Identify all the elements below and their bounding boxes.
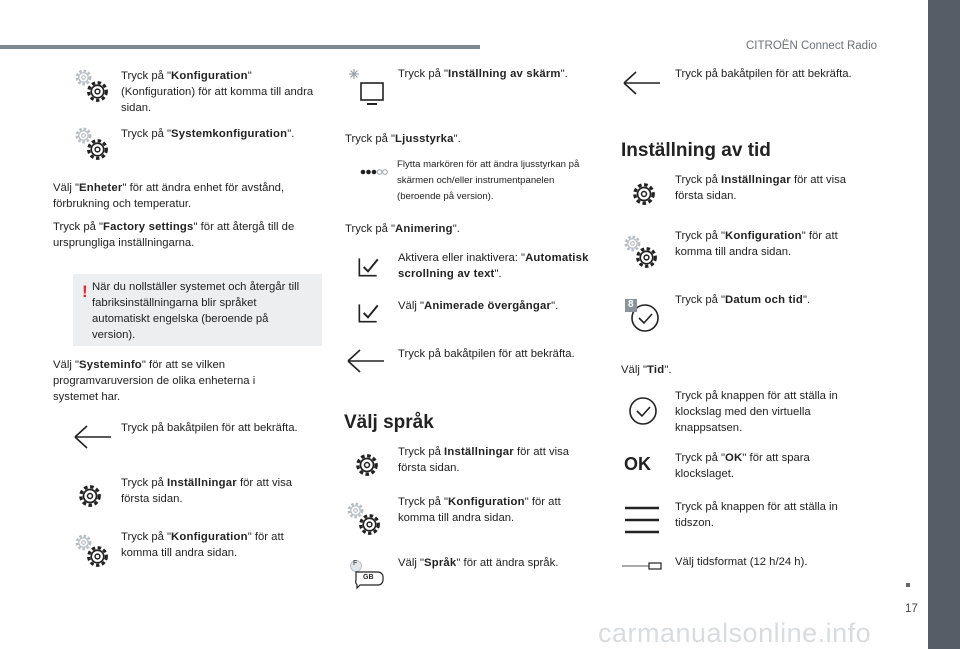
paragraph-time: Välj "Tid". [621,364,672,376]
ok-label: OK [624,454,651,474]
flag-top-label: F [353,560,358,567]
settings-configuration-icon [74,124,112,162]
settings-configuration-icon [622,232,662,270]
heading-select-language: Välj språk [344,412,434,433]
heading-time-setting: Inställning av tid [621,140,771,161]
checkbox-icon [355,254,381,280]
step-text: Tryck på Inställningar för att visa första sidan. [675,174,847,202]
step-text: Tryck på Inställningar för att visa första sidan. [398,446,570,474]
settings-configuration-icon [346,499,384,537]
clock-check-icon [627,395,659,427]
paragraph-factory-settings: Tryck på "Factory settings" för att återgå till de ursprungliga inställningarna. [53,221,295,249]
settings-icon [353,451,381,479]
step-text: Aktivera eller inaktivera: "Automatisk scrollning av text". [398,252,589,280]
settings-configuration-icon [74,66,112,104]
settings-icon [630,180,658,208]
step-text: Tryck på knappen för att ställa in klockslag med den virtuella knappsatsen. [675,390,838,434]
language-flag-icon [350,558,384,590]
warning-box [73,274,322,346]
step-text: Tryck på "Konfiguration" (Konfiguration) för att komma till andra sidan. [121,70,314,114]
step-text: Tryck på bakåtpilen för att bekräfta. [121,422,298,434]
watermark: carmanualsonline.info [598,618,872,648]
settings-icon [76,482,104,510]
step-text: Välj "Animerade övergångar". [398,300,559,312]
step-text: Tryck på "Konfiguration" för att komma till andra sidan. [675,230,838,258]
paragraph-units: Välj "Enheter" för att ändra enhet för avstånd, förbrukning och temperatur. [53,182,285,210]
menu-icon [624,505,660,535]
step-text: Tryck på "Datum och tid". [675,294,811,306]
brightness-slider-icon [360,157,390,187]
step-text: Välj tidsformat (12 h/24 h). [675,556,808,568]
toggle-slider-icon [622,558,662,572]
settings-configuration-icon [74,531,112,569]
paragraph-brightness: Tryck på "Ljusstyrka". [345,133,461,145]
clock-icon [625,297,663,335]
step-text: Tryck på "Inställning av skärm". [398,68,568,80]
step-text: Tryck på "OK" för att spara klockslaget. [675,452,810,480]
step-text: Tryck på Inställningar för att visa första sidan. [121,477,293,505]
paragraph-systeminfo: Välj "Systeminfo" för att se vilken programvaruversion de olika enheterna i systemet har. [53,359,256,403]
step-text: Välj "Språk" för att ändra språk. [398,557,559,569]
end-bullet [906,583,910,587]
back-arrow-icon [345,344,387,380]
side-tab [928,0,960,649]
top-rule [0,45,480,49]
brand-header: CITROËN Connect Radio [746,40,878,52]
clock-badge: 8 [628,299,634,310]
warning-icon: ! [82,282,88,301]
step-text: Tryck på knappen för att ställa in tidszon. [675,501,838,529]
step-text: Tryck på bakåtpilen för att bekräfta. [675,68,852,80]
flag-bottom-label: GB [363,574,374,581]
step-text: Tryck på bakåtpilen för att bekräfta. [398,348,575,360]
step-text: Tryck på "Konfiguration" för att komma till andra sidan. [398,496,561,524]
step-text: Flytta markören för att ändra ljusstyrkan på skärmen och/eller instrumentpanelen (beroende på version). [397,159,580,202]
back-arrow-icon [73,420,113,456]
warning-text: När du nollställer systemet och återgår till fabriksinställningarna blir språket automatiskt engelska (beroende på version). [92,281,300,341]
back-arrow-icon [621,66,663,102]
screen-brightness-icon [346,66,390,110]
checkbox-icon [355,300,381,326]
page-number: 17 [905,603,918,615]
step-text: Tryck på "Konfiguration" för att komma till andra sidan. [121,531,284,559]
paragraph-animation: Tryck på "Animering". [345,223,460,235]
step-text: Tryck på "Systemkonfiguration". [121,128,295,140]
